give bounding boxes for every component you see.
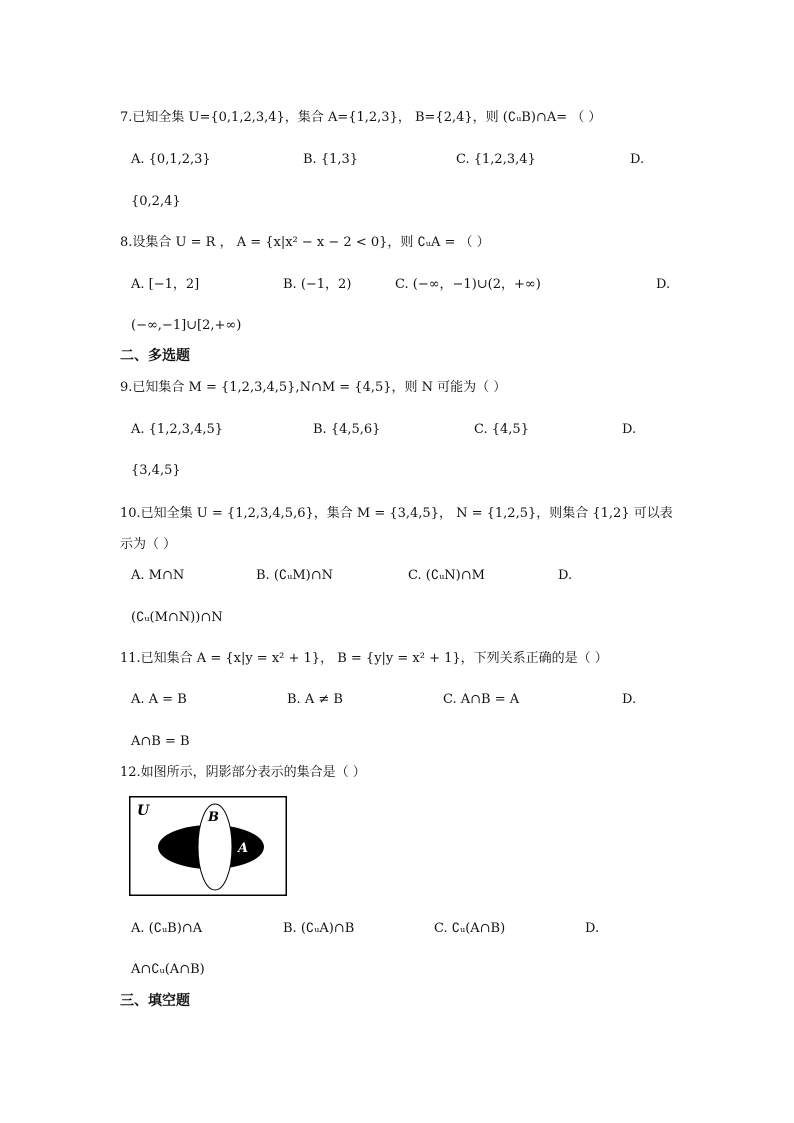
q11-option-a: A. A = B: [131, 692, 187, 707]
q12-option-c: C. ∁ᵤ(A∩B): [434, 921, 506, 936]
section-multi-choice-heading: 二、多选题: [120, 348, 190, 364]
question-8-stem: 8.设集合 U = R ， A = {x|x² − x − 2 < 0}，则 ∁ᵤA = （ ）: [120, 235, 490, 250]
q11-option-b: B. A ≠ B: [287, 692, 343, 707]
question-10-stem: 10.已知全集 U = {1,2,3,4,5,6}，集合 M = {3,4,5}， N = {1,2,5}，则集合 {1,2} 可以表: [120, 506, 673, 521]
q10-option-d: D.: [558, 568, 573, 583]
q9-option-c: C. {4,5}: [474, 422, 529, 437]
q9-option-d: D.: [622, 422, 637, 437]
q7-option-b: B. {1,3}: [303, 152, 359, 167]
question-11-stem: 11.已知集合 A = {x|y = x² + 1}， B = {y|y = x² + 1}，下列关系正确的是（ ）: [120, 651, 608, 666]
q8-option-a: A. [−1，2]: [131, 277, 200, 292]
q12-option-b: B. (∁ᵤA)∩B: [283, 921, 355, 936]
question-10-stem-continued: 示为（ ）: [120, 537, 177, 552]
q9-option-a: A. {1,2,3,4,5}: [131, 422, 224, 437]
u-label: U: [137, 803, 150, 819]
q11-option-d-content: A∩B = B: [131, 734, 190, 749]
q9-option-d-content: {3,4,5}: [131, 463, 181, 478]
q8-option-b: B. (−1，2): [283, 277, 352, 292]
venn-diagram: [129, 796, 287, 896]
q12-option-d: D.: [585, 921, 600, 936]
q7-option-c: C. {1,2,3,4}: [456, 152, 536, 167]
question-7-stem: 7.已知全集 U={0,1,2,3,4}，集合 A={1,2,3}， B={2,4}，则 (∁ᵤB)∩A= （ ）: [120, 110, 602, 125]
q10-option-d-content: (∁ᵤ(M∩N))∩N: [131, 610, 223, 625]
q10-option-c: C. (∁ᵤN)∩M: [408, 568, 485, 583]
question-12-stem: 12.如图所示，阴影部分表示的集合是（ ）: [120, 765, 366, 780]
q8-option-d-content: (−∞,−1]∪[2,+∞): [131, 318, 242, 333]
section-fill-blank-heading: 三、填空题: [120, 993, 190, 1009]
question-9-stem: 9.已知集合 M = {1,2,3,4,5},N∩M = {4,5}，则 N 可能为（ ）: [120, 380, 507, 395]
q10-option-a: A. M∩N: [131, 568, 185, 583]
q11-option-d: D.: [622, 692, 637, 707]
q12-option-d-content: A∩∁ᵤ(A∩B): [131, 962, 205, 977]
q8-option-d: D.: [656, 277, 671, 292]
q12-option-a: A. (∁ᵤB)∩A: [131, 921, 203, 936]
b-label: B: [208, 810, 219, 825]
q7-option-d-content: {0,2,4}: [131, 194, 181, 209]
q8-option-c: C. (−∞，−1)∪(2，+∞): [395, 277, 541, 292]
q7-option-a: A. {0,1,2,3}: [131, 152, 211, 167]
q9-option-b: B. {4,5,6}: [313, 422, 381, 437]
q7-option-d: D.: [630, 152, 645, 167]
a-label: A: [238, 841, 249, 856]
q10-option-b: B. (∁ᵤM)∩N: [256, 568, 333, 583]
q11-option-c: C. A∩B = A: [443, 692, 520, 707]
